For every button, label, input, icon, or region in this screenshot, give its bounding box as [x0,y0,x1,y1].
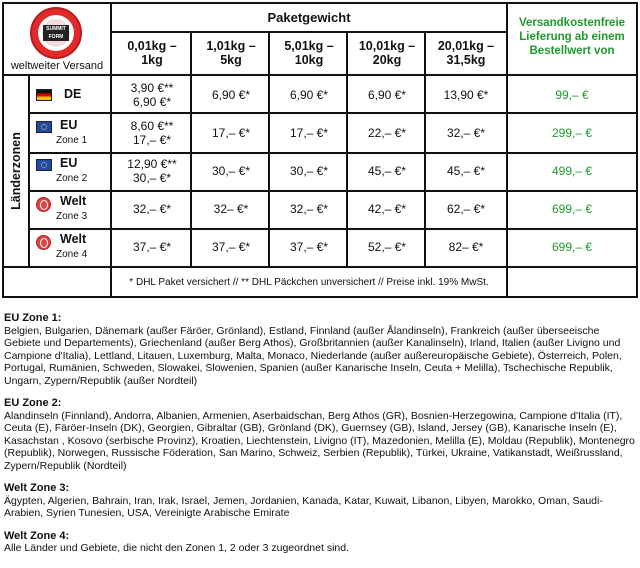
price-cell: 52,– €* [367,240,407,254]
zone-name: Zone 2 [56,173,88,184]
price-cell: 6,90 €* [211,88,251,102]
grid-line [346,31,348,267]
note-text: Alandinseln (Finnland), Andorra, Albanien, Armenien, Aserbaidschan, Berg Athos (GR), Bosnien-Herzegowina, Campione d'Italia (IT), Ceuta (E), Färöer-Inseln (DK), Georgien, Gibraltar (GB), Grönland (DK), Guernsey (GB), Island, Jersey (GB), Kanarische Inseln (E), Kasachstan , Kosovo (serbische Provinz), Kroatien, Liechtenstein, Livigno (IT), Mazedonien, Melilla (E), Moldau (Republik), Montenegro (Republik), Norwegen, Russische Föderation, San Marino, Schweiz, Serbien (Republik), Türkei, Ukraine, Vatikanstadt, Weißrussland, Zypern/Republik (Nordteil) [4,409,635,472]
note-zone-3 [4,482,636,520]
price-cell: 17,– €* [289,126,329,140]
price-cell: 3,90 €** 6,90 €* [130,81,174,109]
price-cell: 62,– €* [446,202,486,216]
price-cell: 6,90 €* [367,88,407,102]
grid-line [2,74,638,76]
note-text: Ägypten, Algerien, Bahrain, Iran, Irak, Israel, Jemen, Jordanien, Kanada, Katar, Kuwait, Libanon, Libyen, Marokko, Oman, Saudi-Arabien, Syrien Tunesien, USA, Vereinigte Arabische Emirate [4,494,603,519]
grid-line [28,190,638,192]
grid-line [506,2,508,298]
globe-icon [36,197,51,212]
grid-line [268,31,270,267]
logo-badge-text: SUMMIT FORM [46,26,66,40]
side-label: Länderzonen [9,132,24,210]
free-shipping-threshold: 499,– € [551,164,593,178]
grid-line [636,2,638,298]
zone-label [30,190,110,228]
zone-label [30,76,110,114]
weight-headers [112,32,506,74]
zone-notes [4,312,636,565]
grid-line [2,2,638,4]
note-zone-2 [4,397,636,472]
grid-line [2,296,638,298]
price-cell: 32,– €* [132,202,172,216]
zone-label [30,228,110,266]
zone-code: EU [60,118,78,132]
table-row [0,114,640,152]
zone-label [30,152,110,190]
price-cell: 12,90 €** 30,– €* [127,157,177,185]
eu-flag-icon [36,159,52,171]
price-cell: 30,– €* [289,164,329,178]
weight-header-2: 1,01kg – 5kg [206,39,256,67]
price-cell: 8,60 €** 17,– €* [130,119,174,147]
grid-line [110,31,508,33]
globe-icon [36,235,51,250]
weight-header-1: 0,01kg – 1kg [127,39,177,67]
grid-line [2,266,638,268]
logo [29,6,83,60]
price-cell: 17,– €* [211,126,251,140]
zone-name: Zone 3 [56,211,88,222]
price-cell: 37,– €* [289,240,329,254]
price-cell: 82– €* [448,240,484,254]
table-row [0,76,640,114]
price-cell: 45,– €* [446,164,486,178]
price-cell: 37,– €* [211,240,251,254]
note-text: Belgien, Bulgarien, Dänemark (außer Färöer, Grönland), Estland, Finnland (außer Ålandinseln), Frankreich (außer überseeische Gebiete und Departements), Griechenland (außer Berg Athos), Großbritannien (außer Kanalinseln), Irland, Italien (außer Livigno und Campione d'Italia), Lettland, Litauen, Luxemburg, Malta, Monaco, Niederlande (außer außereuropäische Gebiete), Österreich, Polen, Portugal, Rumänien, Schweden, Slowakei, Slowenien, Spanien (außer Kanarische Inseln, Ceuta + Melilla), Tschechische Republik, Ungarn, Zypern/Republik (außer Nordteil) [4,324,622,387]
zone-code: DE [64,87,82,101]
note-text: Alle Länder und Gebiete, die nicht den Zonen 1, 2 oder 3 zugeordnet sind. [4,542,349,554]
zone-name: Zone 4 [56,249,88,260]
price-cell: 13,90 €* [443,88,489,102]
header-paketgewicht: Paketgewicht [267,10,351,25]
price-cell: 37,– €* [132,240,172,254]
zone-label [30,114,110,152]
note-zone-4 [4,530,636,555]
price-cell: 22,– €* [367,126,407,140]
free-shipping-threshold: 699,– € [551,240,593,254]
note-title: EU Zone 2: [4,397,62,409]
zone-name: Zone 1 [56,135,88,146]
price-cell: 30,– €* [211,164,251,178]
zone-code: EU [60,156,78,170]
grid-line [28,112,638,114]
note-title: Welt Zone 4: [4,529,70,542]
table-row [0,190,640,228]
grid-line [424,31,426,267]
free-shipping-threshold: 699,– € [551,202,593,216]
note-title: EU Zone 1: [4,312,62,324]
eu-flag-icon [36,121,52,133]
grid-line [190,31,192,267]
price-cell: 6,90 €* [289,88,329,102]
price-cell: 42,– €* [367,202,407,216]
table-row [0,152,640,190]
zone-code: Welt [60,194,87,208]
price-cell: 32,– €* [289,202,329,216]
header-free-shipping: Versandkostenfreie Lieferung ab einem Bestellwert von [518,17,626,57]
note-zone-1 [4,312,636,387]
logo-cell [4,4,110,74]
grid-line [28,152,638,154]
note-title: Welt Zone 3: [4,482,70,494]
grid-line [110,2,112,298]
weight-header-5: 20,01kg – 31,5kg [437,39,495,67]
grid-line [28,74,30,266]
free-shipping-threshold: 99,– € [555,88,589,102]
free-shipping-threshold: 299,– € [551,126,593,140]
footnote: * DHL Paket versichert // ** DHL Päckchen unversichert // Preise inkl. 19% MwSt. [129,276,489,288]
logo-caption: weltweiter Versand [10,60,104,72]
zone-code: Welt [60,232,87,246]
de-flag-icon [36,89,52,101]
price-cell: 32,– €* [446,126,486,140]
weight-header-4: 10,01kg – 20kg [358,39,416,67]
price-cell: 32– €* [213,202,249,216]
grid-line [28,228,638,230]
price-cell: 45,– €* [367,164,407,178]
table-row [0,228,640,266]
grid-line [2,2,4,298]
weight-header-3: 5,01kg – 10kg [284,39,334,67]
